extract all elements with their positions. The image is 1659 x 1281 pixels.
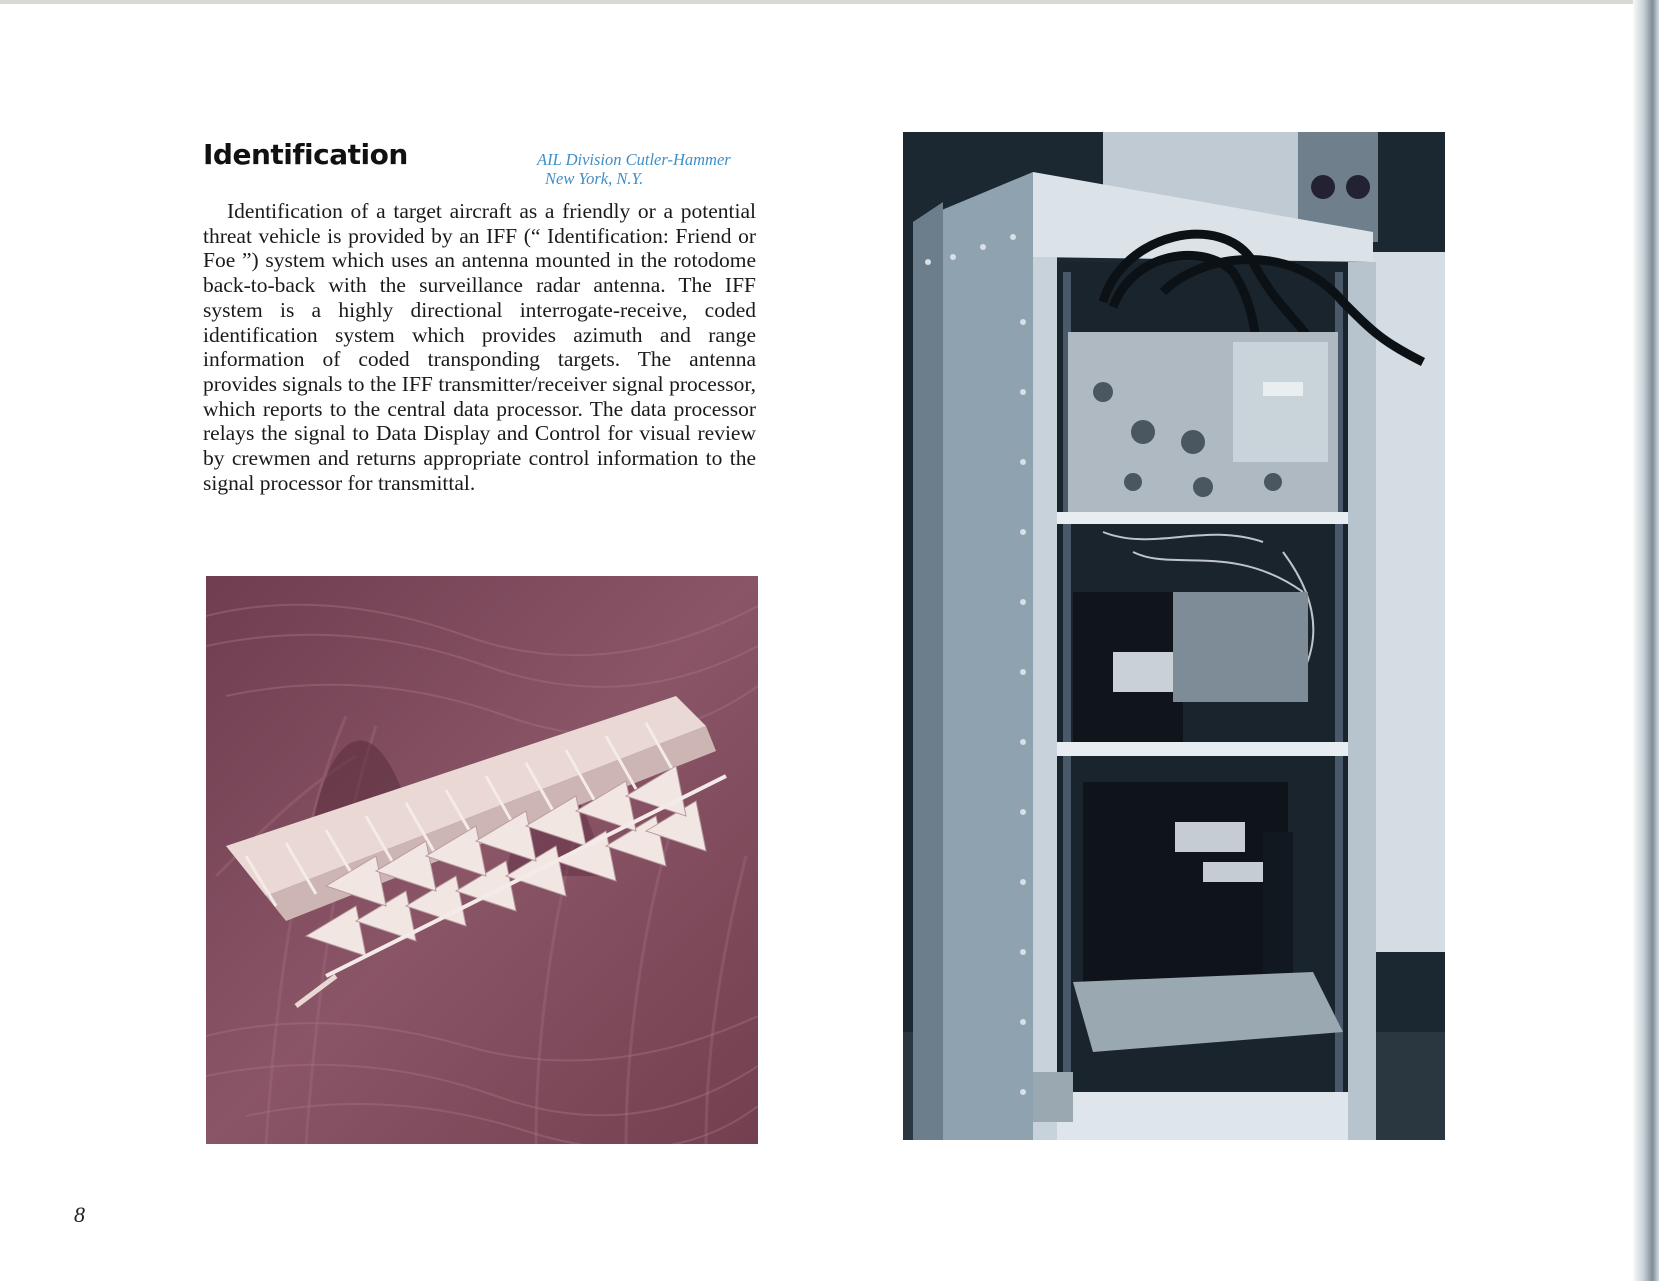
equipment-rack-photo: [903, 132, 1445, 1140]
credit-line-2: New York, N.Y.: [545, 169, 644, 188]
section-title: Identification: [203, 138, 408, 171]
page-number: 8: [74, 1202, 85, 1227]
credit-line-1: AIL Division Cutler-Hammer: [537, 150, 731, 169]
body-paragraph: Identification of a target aircraft as a friendly or a potential threat vehicle is provided by an IFF (“ Identification: Friend or Foe ”) system which uses an antenna mounted in the rotodome back-to-back with the surveillance radar antenna. The IFF system is a highly directional interrogate-receive, coded identification system which provides azimuth and range information of coded transponding targets. The antenna provides signals to the IFF transmitter/receiver signal processor, which reports to the central data processor. The data processor relays the signal to Data Display and Control for visual review by crewmen and returns appropriate control information to the signal processor for transmittal.: [203, 199, 756, 495]
facing-page-edge: [1633, 0, 1659, 1281]
photo-credit: [537, 150, 777, 188]
iff-antenna-model-photo: [206, 576, 758, 1144]
page-top-edge: [0, 0, 1659, 4]
